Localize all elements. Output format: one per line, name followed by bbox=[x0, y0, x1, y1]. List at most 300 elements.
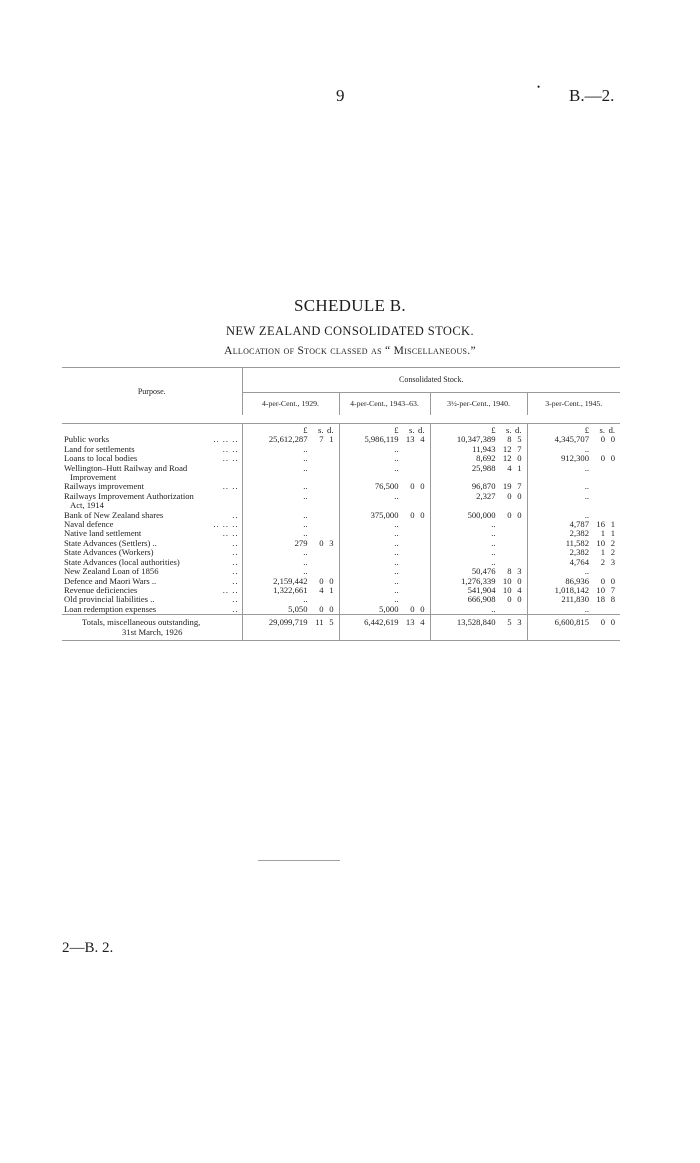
purpose-label: Public works bbox=[64, 435, 110, 445]
purpose-label: Land for settlements bbox=[64, 444, 135, 454]
purpose-cell bbox=[62, 586, 242, 595]
stock-allocation-table bbox=[62, 367, 620, 641]
amount-shillings: 10 bbox=[596, 585, 606, 595]
purpose-label: Naval defence bbox=[64, 520, 114, 530]
purpose-cell bbox=[62, 445, 242, 454]
stock-cell bbox=[242, 605, 339, 615]
amount-pounds: .. bbox=[303, 529, 308, 539]
stock-cell bbox=[242, 454, 339, 463]
stock-cell bbox=[339, 595, 430, 604]
amount-pounds: 666,908 bbox=[467, 595, 496, 605]
purpose-cell bbox=[62, 511, 242, 520]
stock-cell bbox=[339, 501, 430, 510]
amount-pounds: .. bbox=[394, 585, 399, 595]
amount-pence: 2 bbox=[610, 538, 616, 548]
amount-pounds: 4,345,707 bbox=[554, 435, 590, 445]
stock-cell bbox=[430, 520, 527, 529]
leader-dots: .. .. .. bbox=[213, 520, 239, 530]
amount-shillings: 0 bbox=[319, 576, 324, 586]
stock-cell bbox=[527, 473, 620, 482]
purpose-label: State Advances (Settlers) .. bbox=[64, 538, 157, 548]
stock-cell bbox=[339, 473, 430, 482]
stock-cell bbox=[339, 445, 430, 454]
amount-shillings: 10 bbox=[596, 538, 606, 548]
amount-pounds: 2,382 bbox=[569, 529, 590, 539]
unit-label: £ s. d. bbox=[430, 424, 527, 436]
amount-pounds: 5,000 bbox=[379, 604, 399, 614]
amount-pounds: .. bbox=[394, 454, 399, 464]
stock-cell bbox=[242, 501, 339, 510]
amount-pence: 3 bbox=[517, 567, 522, 577]
amount-pounds: 11,943 bbox=[472, 444, 496, 454]
stock-cell bbox=[242, 577, 339, 586]
schedule-subtitle: NEW ZEALAND CONSOLIDATED STOCK. bbox=[225, 324, 475, 338]
column-header-3-5pc-1940: 3½-per-Cent., 1940. bbox=[430, 393, 527, 416]
column-header-4pc-1929: 4-per-Cent., 1929. bbox=[242, 393, 339, 416]
amount-pence: 0 bbox=[517, 510, 522, 520]
totals-cell: 29,099,719 11 5 bbox=[242, 615, 339, 641]
amount-pounds: .. bbox=[394, 557, 399, 567]
leader-dots: .. .. .. bbox=[213, 435, 239, 445]
table-row bbox=[62, 501, 620, 510]
amount-pounds: .. bbox=[303, 444, 308, 454]
amount-pence: 0 bbox=[610, 576, 616, 586]
amount-pounds: 2,159,442 bbox=[273, 576, 308, 586]
stock-cell bbox=[430, 473, 527, 482]
page-mark: • bbox=[537, 82, 541, 92]
amount-shillings: 12 bbox=[502, 454, 512, 464]
purpose-cell bbox=[62, 464, 242, 473]
stock-cell bbox=[339, 605, 430, 615]
leader-dots: .. .. bbox=[222, 454, 239, 464]
stock-cell bbox=[430, 482, 527, 491]
amount-shillings: 4 bbox=[507, 463, 512, 473]
purpose-cell bbox=[62, 435, 242, 444]
schedule-subtitle-allocation: Allocation of Stock classed as “ Miscellaneous.” bbox=[224, 345, 476, 357]
purpose-label: Railways Improvement Authorization bbox=[64, 491, 194, 501]
amount-pounds: .. bbox=[303, 595, 308, 605]
amount-pounds: 2,382 bbox=[569, 548, 590, 558]
stock-cell bbox=[430, 454, 527, 463]
amount-pence: 0 bbox=[329, 604, 334, 614]
amount-pence: 3 bbox=[329, 538, 334, 548]
amount-pounds: .. bbox=[303, 510, 308, 520]
amount-pence: 3 bbox=[610, 557, 616, 567]
amount-pounds: .. bbox=[491, 557, 496, 567]
amount-pounds: .. bbox=[394, 444, 399, 454]
amount-pounds: 279 bbox=[294, 538, 308, 548]
amount-pounds: .. bbox=[394, 491, 399, 501]
amount-pounds: 375,000 bbox=[370, 510, 399, 520]
amount-shillings: 1 bbox=[600, 548, 606, 558]
stock-cell bbox=[339, 539, 430, 548]
stock-cell bbox=[430, 529, 527, 538]
purpose-cell bbox=[62, 605, 242, 615]
stock-cell bbox=[527, 605, 620, 615]
amount-shillings: 4 bbox=[319, 585, 324, 595]
amount-pounds: .. bbox=[394, 520, 399, 530]
purpose-cell bbox=[62, 501, 242, 510]
purpose-cell bbox=[62, 577, 242, 586]
purpose-label: Old provincial liabilities .. bbox=[64, 595, 155, 605]
page-number: 9 bbox=[336, 86, 345, 105]
purpose-label: Bank of New Zealand shares bbox=[64, 510, 164, 520]
amount-shillings: 0 bbox=[507, 595, 512, 605]
purpose-cell bbox=[62, 558, 242, 567]
stock-cell bbox=[527, 577, 620, 586]
amount-shillings: 0 bbox=[319, 538, 324, 548]
stock-cell bbox=[430, 539, 527, 548]
amount-pounds: .. bbox=[303, 454, 308, 464]
stock-cell bbox=[430, 595, 527, 604]
amount-pounds: .. bbox=[584, 510, 590, 520]
amount-pence: 7 bbox=[610, 585, 616, 595]
stock-cell bbox=[430, 567, 527, 576]
purpose-label: State Advances (Workers) bbox=[64, 548, 154, 558]
amount-pounds: 500,000 bbox=[467, 510, 496, 520]
amount-pounds: .. bbox=[394, 576, 399, 586]
stock-cell bbox=[242, 567, 339, 576]
stock-cell bbox=[242, 464, 339, 473]
amount-pounds: 1,322,661 bbox=[273, 585, 308, 595]
purpose-cell bbox=[62, 520, 242, 529]
stock-cell bbox=[339, 435, 430, 444]
table-row bbox=[62, 529, 620, 538]
stock-cell bbox=[242, 548, 339, 557]
purpose-cell bbox=[62, 529, 242, 538]
amount-shillings: 0 bbox=[410, 482, 415, 492]
amount-pence: 8 bbox=[610, 595, 616, 605]
table-row bbox=[62, 492, 620, 501]
amount-pence: 0 bbox=[420, 604, 425, 614]
stock-cell bbox=[430, 492, 527, 501]
amount-pounds: 5,986,119 bbox=[364, 435, 399, 445]
stock-cell bbox=[430, 501, 527, 510]
table-row bbox=[62, 605, 620, 615]
purpose-label: Loan redemption expenses bbox=[64, 604, 157, 614]
stock-cell bbox=[527, 464, 620, 473]
stock-cell bbox=[339, 529, 430, 538]
amount-pence: 0 bbox=[517, 491, 522, 501]
stock-cell bbox=[527, 445, 620, 454]
amount-pounds: 25,612,287 bbox=[268, 435, 308, 445]
stock-cell bbox=[339, 492, 430, 501]
stock-cell bbox=[527, 558, 620, 567]
amount-pounds: .. bbox=[394, 529, 399, 539]
document-reference: B.—2. bbox=[569, 86, 615, 105]
purpose-cell bbox=[62, 567, 242, 576]
stock-cell bbox=[430, 558, 527, 567]
amount-pounds: .. bbox=[491, 604, 496, 614]
table-row bbox=[62, 577, 620, 586]
purpose-cell bbox=[62, 492, 242, 501]
amount-pounds: .. bbox=[303, 520, 308, 530]
amount-pence: 0 bbox=[610, 454, 616, 464]
amount-pounds: .. bbox=[491, 520, 496, 530]
amount-shillings: 0 bbox=[410, 604, 415, 614]
amount-pence: 7 bbox=[517, 444, 522, 454]
stock-cell bbox=[339, 454, 430, 463]
amount-pence: 5 bbox=[517, 435, 522, 445]
stock-cell bbox=[527, 548, 620, 557]
leader-dots: .. bbox=[232, 595, 239, 605]
totals-cell: 6,600,815 0 0 bbox=[527, 615, 620, 641]
amount-shillings: 16 bbox=[596, 520, 606, 530]
amount-pounds: 5,050 bbox=[288, 604, 308, 614]
amount-pounds: .. bbox=[491, 548, 496, 558]
amount-pounds: 10,347,389 bbox=[456, 435, 496, 445]
stock-cell bbox=[430, 586, 527, 595]
purpose-label: New Zealand Loan of 1856 bbox=[64, 567, 159, 577]
purpose-label: Revenue deficiencies bbox=[64, 585, 138, 595]
table-row bbox=[62, 558, 620, 567]
amount-shillings: 18 bbox=[596, 595, 606, 605]
amount-pounds: .. bbox=[394, 538, 399, 548]
stock-cell bbox=[527, 595, 620, 604]
amount-pounds: 1,018,142 bbox=[554, 585, 590, 595]
amount-shillings: 13 bbox=[405, 435, 415, 445]
stock-cell bbox=[527, 482, 620, 491]
amount-pounds: .. bbox=[584, 567, 590, 577]
table-row bbox=[62, 511, 620, 520]
amount-pence: 0 bbox=[517, 454, 522, 464]
column-header-3pc-1945: 3-per-Cent., 1945. bbox=[545, 399, 603, 409]
stock-cell bbox=[527, 501, 620, 510]
stock-cell bbox=[339, 520, 430, 529]
leader-dots: .. bbox=[232, 557, 239, 567]
stock-cell bbox=[242, 492, 339, 501]
table-row bbox=[62, 586, 620, 595]
amount-shillings: 2 bbox=[600, 557, 606, 567]
amount-shillings: 0 bbox=[507, 491, 512, 501]
amount-pounds: 4,764 bbox=[569, 557, 590, 567]
stock-cell bbox=[242, 595, 339, 604]
table-row bbox=[62, 454, 620, 463]
stock-cell bbox=[527, 539, 620, 548]
amount-pence: 4 bbox=[420, 435, 425, 445]
stock-cell bbox=[527, 586, 620, 595]
stock-cell bbox=[527, 454, 620, 463]
amount-pounds: 1,276,339 bbox=[461, 576, 496, 586]
leader-dots: .. bbox=[232, 510, 239, 520]
stock-cell bbox=[527, 435, 620, 444]
purpose-label: Act, 1914 bbox=[70, 501, 104, 511]
stock-cell bbox=[242, 511, 339, 520]
amount-shillings: 0 bbox=[600, 435, 606, 445]
amount-pounds: 50,476 bbox=[471, 567, 496, 577]
amount-pence: 0 bbox=[610, 435, 616, 445]
footer-reference: 2—B. 2. bbox=[62, 940, 114, 956]
amount-pounds: 4,787 bbox=[569, 520, 590, 530]
amount-pounds: .. bbox=[303, 482, 308, 492]
amount-pounds: .. bbox=[303, 557, 308, 567]
amount-pounds: .. bbox=[394, 548, 399, 558]
stock-cell bbox=[527, 520, 620, 529]
amount-pence: 1 bbox=[329, 435, 334, 445]
leader-dots: .. .. bbox=[222, 529, 239, 539]
amount-pence: 4 bbox=[517, 585, 522, 595]
amount-pounds: 76,500 bbox=[374, 482, 399, 492]
amount-pounds: .. bbox=[394, 595, 399, 605]
stock-cell bbox=[527, 567, 620, 576]
stock-cell bbox=[339, 577, 430, 586]
table-row bbox=[62, 595, 620, 604]
amount-shillings: 8 bbox=[507, 567, 512, 577]
stock-cell bbox=[527, 511, 620, 520]
amount-pounds: .. bbox=[394, 567, 399, 577]
table-row bbox=[62, 482, 620, 491]
table-row bbox=[62, 520, 620, 529]
stock-cell bbox=[339, 567, 430, 576]
amount-shillings: 12 bbox=[502, 444, 512, 454]
totals-row bbox=[62, 615, 620, 641]
amount-shillings: 0 bbox=[600, 454, 606, 464]
amount-pounds: .. bbox=[584, 482, 590, 492]
amount-shillings: 10 bbox=[502, 576, 512, 586]
amount-shillings: 8 bbox=[507, 435, 512, 445]
amount-shillings: 1 bbox=[600, 529, 606, 539]
amount-pounds: 912,300 bbox=[561, 454, 590, 464]
stock-cell bbox=[430, 435, 527, 444]
amount-pence: 0 bbox=[517, 595, 522, 605]
stock-cell bbox=[430, 511, 527, 520]
stock-cell bbox=[339, 548, 430, 557]
purpose-cell bbox=[62, 595, 242, 604]
table-row bbox=[62, 464, 620, 473]
amount-pounds: .. bbox=[303, 567, 308, 577]
amount-pounds: .. bbox=[491, 538, 496, 548]
amount-pence: 1 bbox=[610, 520, 616, 530]
column-header-4pc-1943-63: 4-per-Cent., 1943–63. bbox=[339, 393, 430, 416]
table-row bbox=[62, 445, 620, 454]
stock-cell bbox=[242, 482, 339, 491]
leader-dots: .. .. bbox=[222, 444, 239, 454]
leader-dots: .. .. bbox=[222, 482, 239, 492]
stock-cell bbox=[339, 558, 430, 567]
amount-pounds: 86,936 bbox=[565, 576, 590, 586]
stock-cell bbox=[242, 539, 339, 548]
stock-cell bbox=[430, 548, 527, 557]
amount-shillings: 0 bbox=[507, 510, 512, 520]
purpose-label: Loans to local bodies bbox=[64, 454, 138, 464]
amount-pence: 0 bbox=[420, 510, 425, 520]
amount-pounds: .. bbox=[303, 548, 308, 558]
amount-pence: 1 bbox=[610, 529, 616, 539]
stock-cell bbox=[430, 605, 527, 615]
amount-pounds: 211,830 bbox=[561, 595, 590, 605]
purpose-cell bbox=[62, 482, 242, 491]
table-row bbox=[62, 435, 620, 444]
leader-dots: .. bbox=[232, 604, 239, 614]
purpose-label: Defence and Maori Wars .. bbox=[64, 576, 157, 586]
amount-pence: 1 bbox=[329, 585, 334, 595]
amount-pence: 0 bbox=[517, 576, 522, 586]
totals-cell: 6,442,619 13 4 bbox=[339, 615, 430, 641]
stock-cell bbox=[527, 492, 620, 501]
amount-shillings: 10 bbox=[502, 585, 512, 595]
stock-cell bbox=[242, 586, 339, 595]
amount-shillings: 0 bbox=[319, 604, 324, 614]
purpose-header: Purpose. bbox=[62, 368, 242, 416]
stock-cell bbox=[339, 482, 430, 491]
stock-cell bbox=[430, 464, 527, 473]
purpose-cell bbox=[62, 548, 242, 557]
purpose-cell bbox=[62, 454, 242, 463]
stock-cell bbox=[242, 529, 339, 538]
stock-cell bbox=[527, 529, 620, 538]
totals-label: Totals, miscellaneous outstanding, 31st March, 1926 bbox=[62, 615, 242, 641]
amount-shillings: 19 bbox=[502, 482, 512, 492]
amount-pounds: .. bbox=[303, 491, 308, 501]
totals-cell: 13,528,840 5 3 bbox=[430, 615, 527, 641]
amount-pounds: .. bbox=[394, 463, 399, 473]
stock-cell bbox=[339, 464, 430, 473]
leader-dots: .. bbox=[232, 538, 239, 548]
purpose-label: State Advances (local authorities) bbox=[64, 557, 180, 567]
consolidated-stock-header: Consolidated Stock. bbox=[242, 368, 620, 393]
schedule-title: SCHEDULE B. bbox=[294, 296, 406, 315]
amount-pence: 0 bbox=[329, 576, 334, 586]
table-row bbox=[62, 567, 620, 576]
purpose-label: Native land settlement bbox=[64, 529, 142, 539]
purpose-label: Wellington–Hutt Railway and Road bbox=[64, 463, 188, 473]
amount-pounds: .. bbox=[491, 529, 496, 539]
stock-cell bbox=[339, 586, 430, 595]
amount-pence: 0 bbox=[420, 482, 425, 492]
purpose-label: Railways improvement bbox=[64, 482, 144, 492]
amount-pounds: 2,327 bbox=[476, 491, 496, 501]
table-row bbox=[62, 473, 620, 482]
stock-cell bbox=[430, 445, 527, 454]
stock-cell bbox=[242, 558, 339, 567]
section-divider bbox=[258, 860, 340, 861]
amount-pounds: 8,692 bbox=[476, 454, 496, 464]
purpose-cell bbox=[62, 539, 242, 548]
amount-pounds: .. bbox=[303, 463, 308, 473]
stock-cell bbox=[339, 511, 430, 520]
table-row bbox=[62, 539, 620, 548]
unit-label: £ s. d. bbox=[242, 424, 339, 436]
amount-shillings: 7 bbox=[319, 435, 324, 445]
amount-pence: 2 bbox=[610, 548, 616, 558]
amount-shillings: 0 bbox=[600, 576, 606, 586]
leader-dots: .. bbox=[232, 567, 239, 577]
amount-pounds: .. bbox=[584, 463, 590, 473]
stock-cell bbox=[242, 520, 339, 529]
purpose-cell bbox=[62, 473, 242, 482]
leader-dots: .. bbox=[232, 576, 239, 586]
amount-pounds: .. bbox=[584, 491, 590, 501]
amount-pounds: 541,904 bbox=[467, 585, 496, 595]
amount-pence: 7 bbox=[517, 482, 522, 492]
stock-cell bbox=[242, 435, 339, 444]
leader-dots: .. .. bbox=[222, 585, 239, 595]
amount-pence: 1 bbox=[517, 463, 522, 473]
stock-cell bbox=[242, 445, 339, 454]
unit-label: £ s. d. bbox=[339, 424, 430, 436]
leader-dots: .. bbox=[232, 548, 239, 558]
amount-pounds: .. bbox=[584, 604, 590, 614]
purpose-label: Improvement bbox=[70, 473, 117, 483]
amount-pounds: 96,870 bbox=[471, 482, 496, 492]
amount-pounds: 11,582 bbox=[565, 538, 590, 548]
stock-cell bbox=[242, 473, 339, 482]
stock-cell bbox=[430, 577, 527, 586]
amount-pounds: .. bbox=[584, 444, 590, 454]
amount-shillings: 0 bbox=[410, 510, 415, 520]
amount-pounds: 25,988 bbox=[471, 463, 496, 473]
unit-label: £ s. d. bbox=[584, 425, 616, 435]
